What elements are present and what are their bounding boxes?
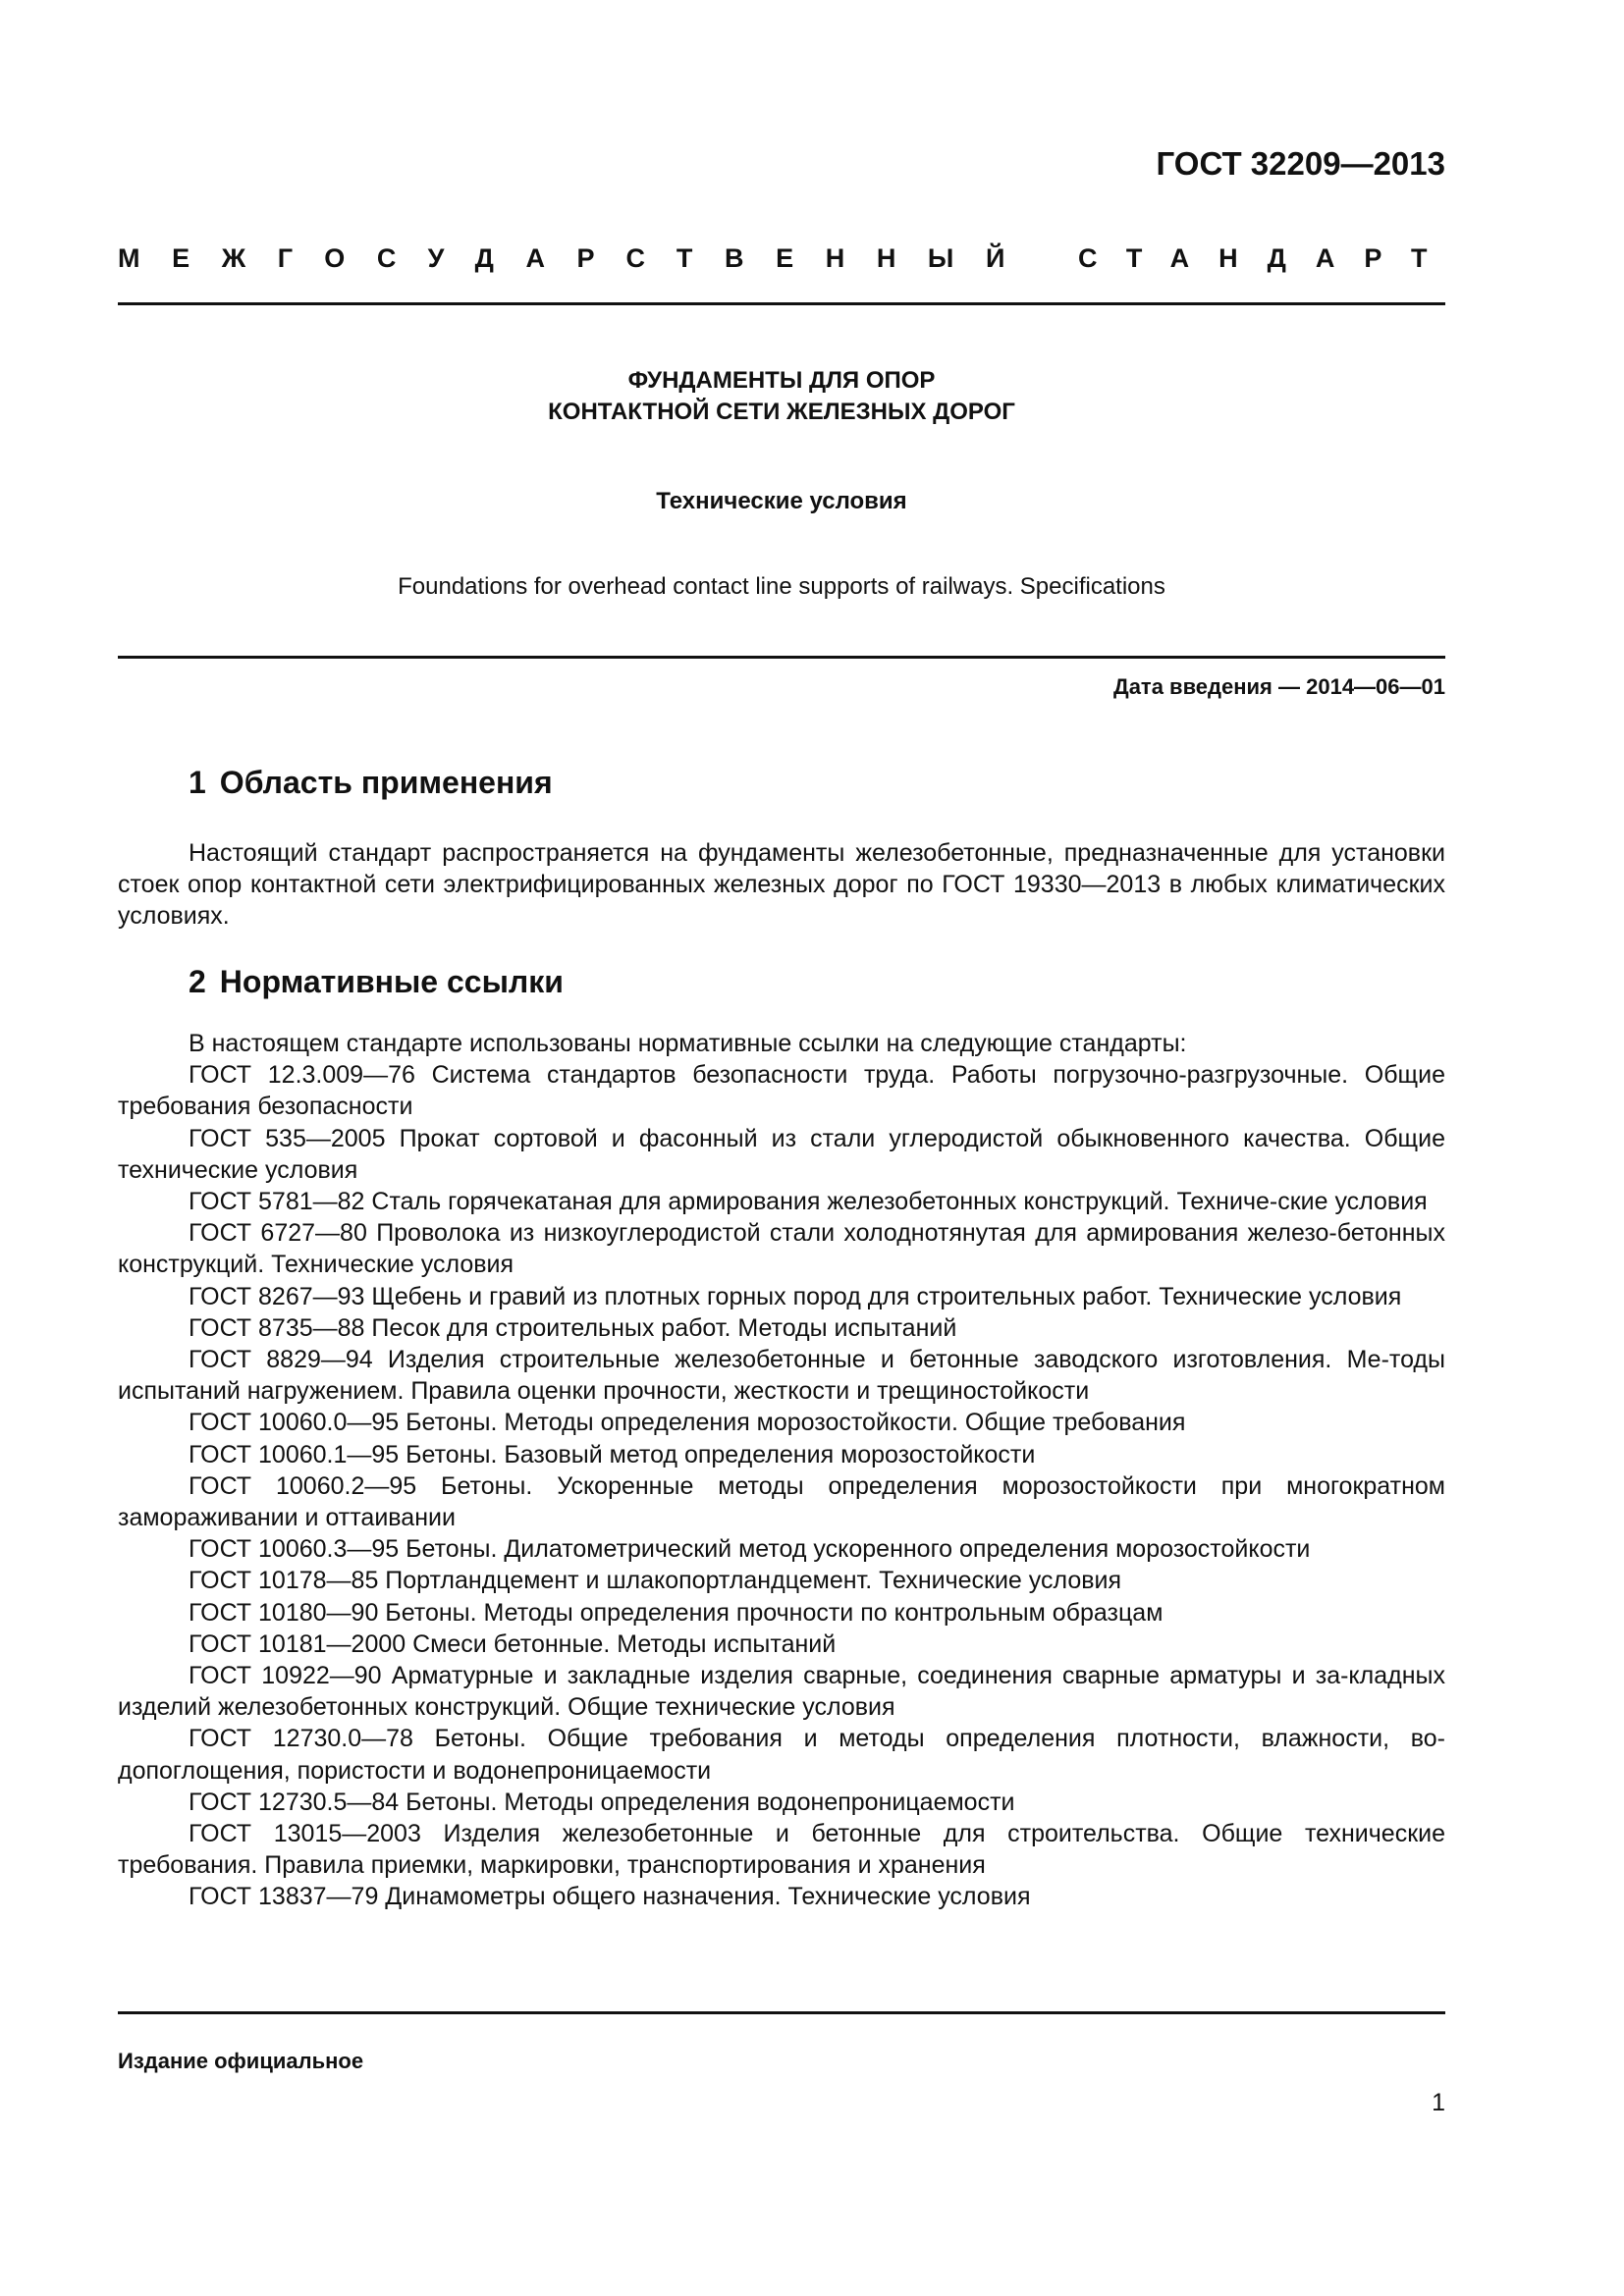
footer-rule [118, 2011, 1445, 2014]
reference-item: ГОСТ 12730.5—84 Бетоны. Методы определения водонепроницаемости [189, 1788, 1015, 1816]
banner-standard: СТАНДАРТ [1078, 243, 1457, 273]
title-line-1: ФУНДАМЕНТЫ ДЛЯ ОПОР [627, 367, 936, 394]
section-2-title: Нормативные ссылки [219, 964, 564, 999]
section-1-paragraph: Настоящий стандарт распространяется на фундаменты железобетонные, предназначенные для установки стоек опор контактной сети электрифицированных железных дорог по ГОСТ 19330—2013 в любых климатических условиях. [118, 839, 1445, 931]
reference-item: ГОСТ 10922—90 Арматурные и закладные изделия сварные, соединения сварные арматуры и за-кладных изделий железобетонных конструкций. Общие технические условия [118, 1662, 1445, 1722]
reference-item: ГОСТ 8267—93 Щебень и гравий из плотных горных пород для строительных работ. Технические условия [189, 1282, 1402, 1310]
english-title: Foundations for overhead contact line supports of railways. Specifications [398, 573, 1165, 600]
section-2-heading [189, 964, 564, 1000]
section-1-heading [189, 765, 553, 801]
reference-item: ГОСТ 10060.0—95 Бетоны. Методы определения морозостойкости. Общие требования [189, 1409, 1186, 1437]
reference-item: ГОСТ 10180—90 Бетоны. Методы определения прочности по контрольным образцам [189, 1598, 1164, 1627]
reference-item: ГОСТ 12.3.009—76 Система стандартов безопасности труда. Работы погрузочно-разгрузочные. Общие требования безопасности [118, 1061, 1445, 1121]
title-line-2: КОНТАКТНОЙ СЕТИ ЖЕЛЕЗНЫХ ДОРОГ [548, 399, 1015, 425]
reference-item: ГОСТ 8829—94 Изделия строительные железобетонные и бетонные заводского изготовления. Ме-тоды испытаний нагружением. Правила оценки прочности, жесткости и трещиностойкости [118, 1346, 1445, 1406]
reference-item: ГОСТ 10060.3—95 Бетоны. Дилатометрический метод ускоренного определения морозостойкости [189, 1535, 1311, 1564]
reference-item: ГОСТ 6727—80 Проволока из низкоуглеродистой стали холоднотянутая для армирования железо-бетонных конструкций. Технические условия [118, 1219, 1445, 1279]
references-list [118, 1028, 1445, 1913]
title-rule [118, 656, 1445, 659]
section-1-title: Область применения [219, 765, 553, 800]
official-edition-note: Издание официальное [118, 2049, 364, 2073]
reference-item: ГОСТ 535—2005 Прокат сортовой и фасонный из стали углеродистой обыкновенного качества. Общие технические условия [118, 1124, 1445, 1184]
section-1-number: 1 [189, 765, 206, 800]
reference-item: ГОСТ 10060.2—95 Бетоны. Ускоренные методы определения морозостойкости при многократном замораживании и оттаивании [118, 1471, 1445, 1532]
banner-interstate: МЕЖГОСУДАРСТВЕННЫЙ [118, 243, 1037, 273]
section-2-number: 2 [189, 964, 206, 999]
reference-item: ГОСТ 13837—79 Динамометры общего назначения. Технические условия [189, 1883, 1031, 1911]
reference-item: ГОСТ 10181—2000 Смеси бетонные. Методы испытаний [189, 1629, 837, 1658]
reference-item: ГОСТ 5781—82 Сталь горячекатаная для армирования железобетонных конструкций. Техниче-ские условия [189, 1188, 1428, 1216]
header-rule [118, 302, 1445, 305]
standard-number: ГОСТ 32209—2013 [1156, 145, 1445, 182]
introduction-date: Дата введения — 2014—06—01 [1113, 674, 1445, 699]
reference-item: ГОСТ 12730.0—78 Бетоны. Общие требования и методы определения плотности, влажности, во-допоглощения, пористости и водонепроницаемости [118, 1725, 1445, 1785]
reference-item: ГОСТ 10060.1—95 Бетоны. Базовый метод определения морозостойкости [189, 1440, 1036, 1468]
document-title [118, 365, 1445, 428]
reference-item: ГОСТ 8735—88 Песок для строительных работ. Методы испытаний [189, 1313, 957, 1342]
document-subtitle: Технические условия [656, 488, 907, 514]
references-intro: В настоящем стандарте использованы нормативные ссылки на следующие стандарты: [189, 1030, 1187, 1057]
reference-item: ГОСТ 10178—85 Портландцемент и шлакопортландцемент. Технические условия [189, 1567, 1122, 1595]
section-1-body [118, 837, 1445, 933]
reference-item: ГОСТ 13015—2003 Изделия железобетонные и бетонные для строительства. Общие технические требования. Правила приемки, маркировки, транспортирования и хранения [118, 1820, 1445, 1880]
page-number: 1 [1432, 2089, 1445, 2116]
